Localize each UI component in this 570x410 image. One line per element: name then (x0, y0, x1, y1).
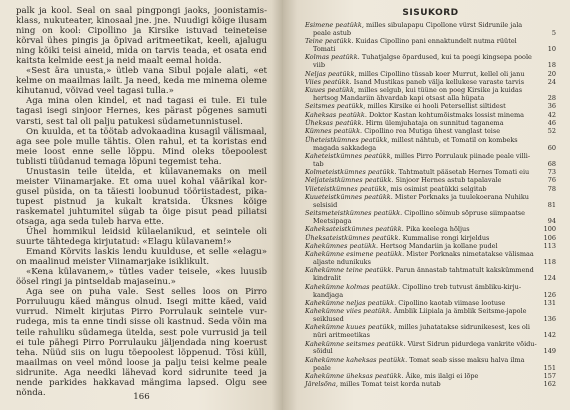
toc-entry-page: 142 (543, 331, 556, 340)
toc-entry-page: 118 (543, 258, 556, 267)
toc-entry (305, 341, 556, 357)
toc-entry-text: milles juhatatakse sidrunikesest, kes oli nüri aritmeetikas (313, 323, 530, 340)
toc-entry (305, 251, 556, 267)
toc-entry (305, 137, 556, 153)
toc-entry-label: Kahekümne kaheksas peatükk. (305, 355, 408, 364)
toc-entry-text: Kummalise rongi kirjeldus (400, 233, 490, 242)
toc-entry-page: 68 (547, 159, 556, 168)
toc-entry-label: Järelsõna, (305, 380, 338, 389)
paragraph: Emand Kõrvits laskis lendu kuulduse, et selle «elagu» on maalinud meister Viinamarjake isiklikult. (16, 247, 267, 268)
right-page (283, 0, 570, 410)
toc-entry-text: Mister Porknaks nimetatakse välismaa aljaste ndunikuks (313, 250, 534, 267)
left-page (0, 0, 283, 410)
toc-entry (305, 357, 556, 373)
paragraph: «Kena külavanem,» tütles vader teisele, «kes luusib öösel ringi ja pintseldab majaseinu.» (16, 267, 267, 288)
toc-entry-page: 52 (547, 127, 556, 136)
toc-entry-title (305, 194, 538, 210)
toc-entry-label: Kahekümne viies peatükk. (305, 307, 392, 316)
toc-entry-text: milles Kirsike ei hooli Petersellist siltidest (365, 102, 506, 111)
toc-entry-label: Seitsmes peatükk, (305, 102, 366, 111)
toc-entry-label: Neljas peatükk, (305, 69, 357, 78)
toc-entry-text: Tahtmatult pääsetab Hernes Tomati eiu (396, 168, 530, 176)
toc-entry-label: Neljateistkümnes peatükk. (305, 176, 394, 185)
toc-entry-text: Cipollino treb tutvust ämbliku-kirjukandjaga (313, 282, 522, 299)
toc-entry-text: Hertsog Mandariin ja kollane pudel (378, 241, 498, 250)
toc-entry-page: 124 (543, 274, 556, 283)
toc-entry-page: 106 (543, 233, 556, 242)
toc-entry-page: 78 (547, 184, 556, 193)
toc-entry-title (305, 381, 538, 389)
toc-entry-text: Cipollino rea Mutiga ühest vanglast teise (362, 127, 501, 136)
toc-entry-label: Viies peatükk. (305, 77, 352, 86)
toc-entry-text: Tuhatjalgse õpardused, kui ta poegi kingsepa poole viib (313, 53, 532, 70)
toc-entry-page: 81 (547, 200, 556, 209)
toc-entry-title (305, 251, 538, 267)
toc-entry-title (305, 22, 538, 38)
toc-entry-page: 131 (543, 298, 556, 307)
toc-entry-title (305, 54, 538, 70)
toc-entry-page: 36 (547, 102, 556, 111)
toc-entry-title (305, 308, 538, 324)
toc-entry-label: Üheteistkümnes peatükk, (305, 135, 390, 144)
toc-entry-page: 162 (543, 380, 556, 389)
toc-title: SISUKORD (402, 8, 459, 18)
toc-entry-text: milles selgub, kui tüüne on poeg Kirsike ja kuidas hertsog Mandariin ähvardab kapi otsast alla hüpata (313, 86, 523, 103)
toc-entry-text: Isand Mustikas paneb välja kellukese varaste tarvis (351, 77, 525, 86)
toc-entry-page: 5 (551, 28, 556, 37)
toc-entry-text: Sinjoor Hernes astub tapalavale (393, 176, 502, 185)
toc-entry-label: Esimene peatükk, (305, 21, 364, 29)
paragraph: Aga see on puha vale. Sest selles loos on Pirro Porruluugu käed mängus olnud. Isegi mitte käed, vaid vurrud. Nimelt kirjutas Pirro Porrulauk seintele vurrudega, mis ta enne tindi sisse oli kastnud. Seda võin ma teile rahuliku südamega ütelda, sest pole vurrusid ja teil ei tule pähegi Pirro Porrulauku jäljendada ning koerust teha. Nüüd siis on lugu tõepoolest lõppenud. Tõsi küll, maailmas on veel mõnd loose ja palju teisi kelme peale sidrunite. Aga needki lähevad kord sidrunite teed ja nende parkides hakkavad mängima lapsed. Olgu see nõnda. (16, 287, 267, 398)
toc-entry-text: Mister Porknaks ja tuulekoerana Nuhiku selsisid (313, 192, 529, 209)
toc-entry-label: Kaheksateistkümnes peatükk. (305, 225, 404, 234)
paragraph: Unustasin teile ütelda, et külavanemaks on meil meister Viinamarjake. Et oma uuel kohal väärikal korgusel püsida, on ta täiesti loobunud tööriistadest, pikatupest pistnud ja kukalt kratsida. Üksnes kõige raskematel juhtumitel sügab ta õige pisut pead piliatsi otsaga, aga seda tuleb harva ette. (16, 166, 267, 227)
toc-entry-label: Kuueteistkümnes peatükk. (305, 192, 393, 201)
page-number: 166 (133, 392, 150, 402)
toc-entry-title (305, 324, 538, 340)
toc-entry-text: Ämblik Liipiala ja ämblik Seitsme-japole seiklused (313, 307, 527, 323)
paragraph: palk ja kool. Seal on saal pingpongi jaoks, joonistamisklass, nukuteater, kinosaal jne. jne. Nuudigi kõige ilusam ning on kool: Cipollino ja Kirsike istuvad teineteise kõrval ühes pingis ja õpivad aritmeetikat, keeli, ajalugu ning kõiki teisi aineid, mida on tarvis teada, et osata end kaitsta kelmide eest ja neid maalt eemal hoida. (16, 6, 267, 67)
toc-entry-label: Kolmeteistkümnes peatükk. (305, 168, 397, 176)
toc-entry-label: Üheksateistkümnes peatükk. (305, 233, 401, 242)
toc-entry-text: Kuidas Cipollino pani ennaktundelt nutma rüütel Tomati (313, 37, 517, 54)
toc-entry-label: Üheksas peatükk. (305, 119, 364, 127)
left-page-text (16, 6, 267, 398)
toc-entry-page: 100 (543, 225, 556, 234)
toc-entry-label: Kaheksas peatükk. (305, 110, 367, 119)
toc-entry-title (305, 210, 538, 226)
toc-entry (305, 54, 556, 70)
toc-entry-label: Viieteistkümnes peatükk, (305, 184, 389, 193)
toc-entry (305, 22, 556, 38)
toc-entry-label: Kahekümnes peatükk. (305, 241, 379, 250)
toc-entry-text: Doktor Kastan kohtumõistmaks lossist minema (366, 110, 524, 119)
toc-entry (305, 210, 556, 226)
toc-entry-page: 113 (543, 241, 556, 250)
toc-entry-title (305, 87, 538, 103)
toc-entry-text: mis osimist peatükki selgitab (388, 184, 487, 193)
toc-entry-label: Seitsmeteistkümnes peatükk. (305, 209, 403, 218)
toc-entry-label: Kolmas peatükk. (305, 53, 360, 62)
toc-entry-page: 76 (547, 176, 556, 185)
toc-entry-page: 60 (547, 143, 556, 152)
toc-entry-page: 18 (547, 61, 556, 70)
toc-entry-text: Äike, mis ilalgi ei lõpe (403, 371, 479, 380)
toc-entry-text: Tomat seab sisse maksu halva ilma peale (313, 355, 525, 372)
toc-entry-label: Kahekümne esimene peatükk. (305, 250, 405, 259)
toc-entry-title (305, 38, 538, 54)
toc-entry-text: Vürst Sidrun pidurdega vankrite võidusõidul (313, 339, 537, 356)
toc-entry-text: millest nähtub, et Tomatil on kombeks magada sakkadega (313, 135, 518, 152)
toc-entry-text: Cipollino kaotab viimase lootuse (396, 298, 506, 307)
toc-entry-page: 42 (547, 110, 556, 119)
toc-entry (305, 38, 556, 54)
toc-entry-title (305, 284, 538, 300)
toc-entry-page: 28 (547, 94, 556, 103)
toc-entry-text: milles Cipollino tüssab koer Murrut, kellel oli janu (356, 69, 525, 78)
toc-entry-text: Cipollino sõimub sõpruse siimpaatse Meetsipaga (313, 209, 525, 225)
toc-entry-page: 73 (547, 168, 556, 176)
toc-entry (305, 381, 556, 389)
toc-entry-title (305, 357, 538, 373)
toc-entry-label: Kahekümne seitsmes peatükk. (305, 339, 406, 348)
toc-entry-page: 24 (547, 77, 556, 86)
toc-entry-text: Pika keelega hõljus (403, 225, 470, 234)
toc-entry-page: 151 (543, 363, 556, 372)
toc-entry (305, 267, 556, 283)
toc-entry-text: Parun ännastab tahtmatult kakskümmend kindralit (313, 266, 534, 283)
toc-entry-label: Teine peatükk. (305, 37, 354, 46)
toc-entry (305, 153, 556, 169)
toc-entry-text: milles Tomat teist korda nutab (337, 380, 441, 389)
paragraph: «Sest ära unusta,» ütleb vana Sibul pojale alati, «et kelme on maailmas lailt. Ja need, keda me minema oleme kihutanud, võivad veel tagasi tulla.» (16, 66, 267, 97)
toc-entry-label: Kahekümne teine peatükk. (305, 266, 394, 275)
toc-entry-label: Kümnes peatükk. (305, 127, 363, 136)
toc-entry-page: 126 (543, 290, 556, 299)
toc-entry (305, 308, 556, 324)
toc-entry (305, 194, 556, 210)
toc-entry-title (305, 153, 538, 169)
toc-entry-page: 157 (543, 371, 556, 380)
toc-entry-label: Kaheteistkümnes peatükk, (305, 151, 393, 160)
toc-entry-label: Kahekümne neljas peatükk. (305, 298, 397, 307)
paragraph: Aga mina olen kindel, et nad tagasi ei tule. Ei tule tagasi isegi sinjoor Hernes, kes pärast põgenes samuti varsti, sest tal oli palju patukesi südametunnistusel. (16, 96, 267, 127)
toc-entry (305, 284, 556, 300)
toc-entry-page: 20 (547, 69, 556, 78)
toc-entry-page: 46 (547, 119, 556, 127)
toc-entry-label: Kuues peatükk, (305, 86, 356, 95)
toc-entry (305, 87, 556, 103)
toc-entry-label: Kahekümne üheksas peatükk. (305, 371, 404, 380)
toc-entry-page: 10 (547, 45, 556, 54)
toc-entry-page: 149 (543, 347, 556, 356)
table-of-contents (305, 22, 556, 389)
toc-entry-label: Kahekümne kuues peatükk, (305, 323, 397, 332)
toc-entry-title (305, 137, 538, 153)
toc-entry-text: milles Pirro Porrulauk piinade peale villitab (313, 151, 531, 168)
toc-entry-text: Hirm ülemjuhataja on sunnitud taganema (363, 119, 504, 127)
toc-entry-title (305, 341, 538, 357)
paragraph: On kuulda, et ta töötab advokaadina kusagil välismaal, aga see pole mulle tähtis. Olen rahul, et ta koristas end meie loost enne selle lõppu. Mind oleks tõepoolest tublisti tüüdanud temaga lõpuni tegemist teha. (16, 126, 267, 167)
paragraph: Ühel hommikul leidsid külaelanikud, et seintele oli suurte tähtedega kirjutatud: «Elagu külavanem!» (16, 227, 267, 248)
toc-entry-title (305, 267, 538, 283)
toc-entry-label: Kahekümne kolmas peatükk. (305, 282, 401, 291)
toc-entry-page: 94 (547, 217, 556, 225)
toc-entry-text: milles sibulapapu Cipollone vürst Sidrunile jala peale astub (313, 21, 523, 37)
toc-entry (305, 324, 556, 340)
toc-entry-page: 136 (543, 315, 556, 323)
